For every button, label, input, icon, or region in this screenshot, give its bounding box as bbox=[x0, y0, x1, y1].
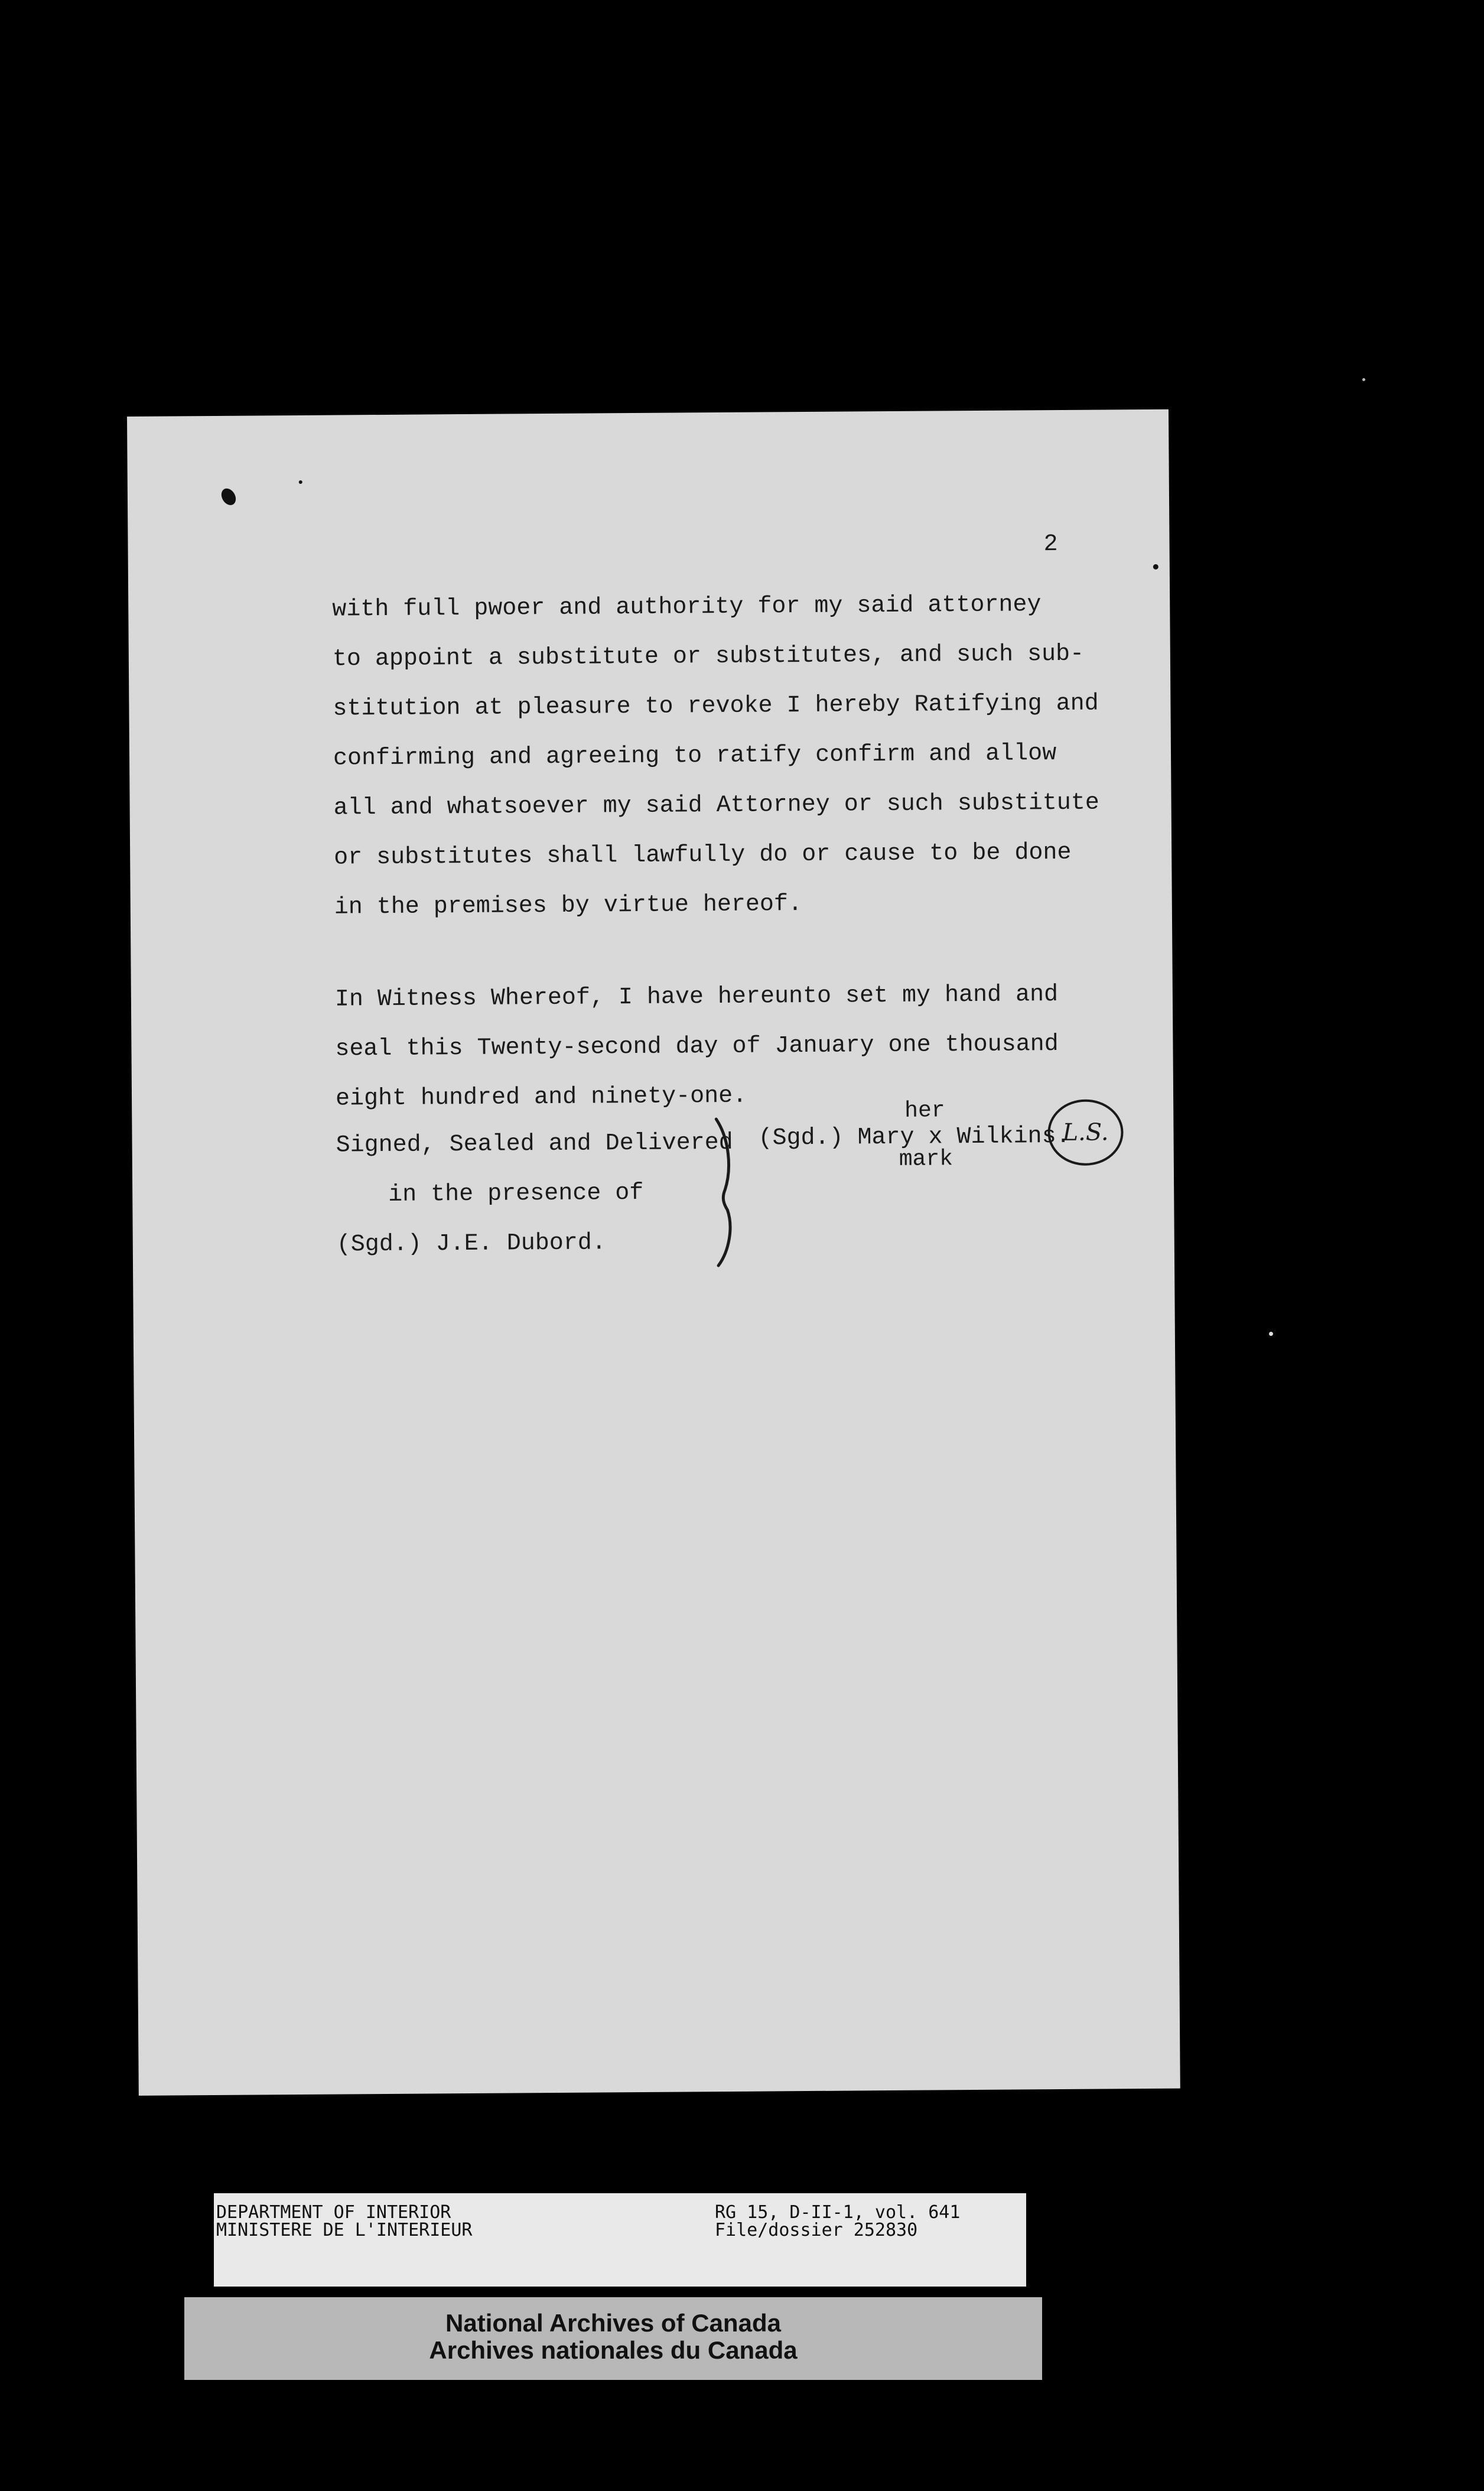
signer-name: (Sgd.) Mary x Wilkins. bbox=[758, 1123, 1070, 1152]
text-line: with full pwoer and authority for my said attorney bbox=[332, 591, 1042, 623]
archives-banner bbox=[184, 2297, 1042, 2380]
seal-text: L.S. bbox=[1062, 1118, 1109, 1146]
witness-block bbox=[336, 1118, 734, 1270]
paragraph-powers bbox=[332, 580, 1100, 933]
archive-reference-label bbox=[214, 2193, 1026, 2287]
page-number: 2 bbox=[1043, 531, 1058, 558]
text-line: In Witness Whereof, I have hereunto set my hand and bbox=[334, 981, 1059, 1013]
text-line: in the premises by virtue hereof. bbox=[334, 891, 803, 921]
film-speck bbox=[1362, 378, 1365, 381]
paragraph-witness bbox=[335, 970, 1059, 1124]
department-en: DEPARTMENT OF INTERIOR bbox=[216, 2202, 451, 2223]
mark-annotation: mark bbox=[899, 1146, 953, 1172]
archives-name-fr: Archives nationales du Canada bbox=[429, 2336, 798, 2364]
department-name bbox=[216, 2204, 472, 2239]
presence-line: in the presence of bbox=[388, 1179, 644, 1208]
document-page bbox=[127, 409, 1180, 2096]
seal-stamp bbox=[1046, 1098, 1125, 1167]
department-fr: MINISTERE DE L'INTERIEUR bbox=[216, 2220, 473, 2240]
record-group: RG 15, D-II-1, vol. 641 bbox=[715, 2202, 961, 2223]
file-reference bbox=[715, 2204, 960, 2239]
archives-name-en: National Archives of Canada bbox=[445, 2309, 781, 2337]
film-speck bbox=[1269, 1332, 1273, 1336]
file-number: File/dossier 252830 bbox=[715, 2220, 918, 2240]
text-line: all and whatsoever my said Attorney or such substitute bbox=[333, 789, 1099, 822]
text-line: or substitutes shall lawfully do or cause to be done bbox=[334, 839, 1072, 871]
text-line: eight hundred and ninety-one. bbox=[335, 1082, 747, 1113]
brace-mark bbox=[708, 1116, 744, 1269]
signed-sealed-line: Signed, Sealed and Delivered bbox=[336, 1129, 733, 1159]
ink-speck bbox=[1153, 564, 1158, 570]
witness-signature: (Sgd.) J.E. Dubord. bbox=[336, 1230, 607, 1258]
ink-speck bbox=[299, 480, 302, 484]
ink-speck bbox=[219, 486, 239, 508]
text-line: seal this Twenty-second day of January one thousand bbox=[335, 1031, 1059, 1063]
text-line: confirming and agreeing to ratify confirm and allow bbox=[333, 740, 1057, 772]
text-line: to appoint a substitute or substitutes, and such sub- bbox=[332, 640, 1085, 673]
her-annotation: her bbox=[904, 1098, 945, 1124]
text-line: stitution at pleasure to revoke I hereby Ratifying and bbox=[333, 690, 1099, 723]
